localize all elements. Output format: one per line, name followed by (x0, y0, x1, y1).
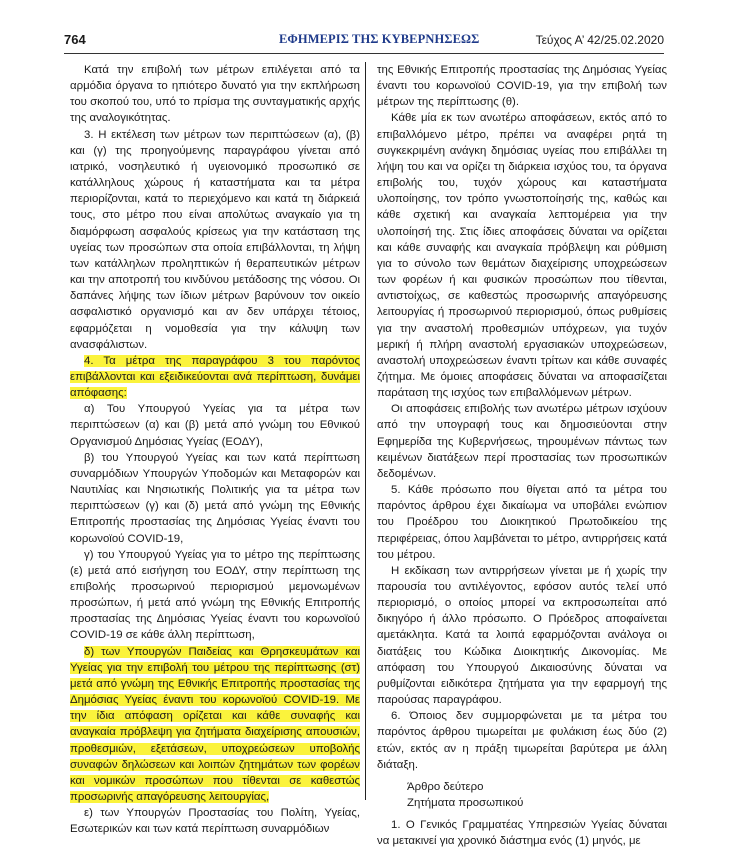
paragraph: Κατά την επιβολή των μέτρων επιλέγεται από τα αρμόδια όργανα το ηπιότερο δυνατό για την εκπλήρωση του σκοπού του, υπό το πρίσμα της συνταγματικής αρχής της αναλογικότητας. (70, 64, 360, 125)
paragraph: Η εκδίκαση των αντιρρήσεων γίνεται με ή χωρίς την παρουσία του αντιλέγοντος, εφόσον αυτός τελεί υπό περιορισμό, ο οποίος μπορεί να εκπροσωπείται από δικηγόρο ή άλλο πρόσωπο. Ο Πρόεδρος αποφαίνεται αμετάκλητα. Κατά τα λοιπά εφαρμόζονται ανάλογα οι διατάξεις του Κώδικα Διοικητικής Δικονομίας. Με απόφαση του Υπουργού Δικαιοσύνης δύναται να ρυθμίζονται ειδικότερα ζητήματα για την εφαρμογή της παρούσας παραγράφου. (377, 564, 667, 707)
paragraph: Κάθε μία εκ των ανωτέρω αποφάσεων, εκτός από το επιβαλλόμενο μέτρο, πρέπει να αναφέρει ρητά τη συγκεκριμένη ανάγκη δημόσιας υγείας που επιβάλλει τη λήψη του και να ορίζει τη διάρκεια ισχύος του, τα όργανα επιβολής του, τυχόν χώρους και καταστήματα υλοποίησης, τον τρόπο γνωστοποίησής της, καθώς και κάθε σχετική και αναγκαία λεπτομέρεια για την υλοποίησή της. Στις ίδιες αποφάσεις δύναται να ορίζεται και κάθε συναφής και αναγκαία πρόβλεψη και ρύθμιση για το σύνολο των θεμάτων διαχείρισης υποχρεώσεων των φορέων ή και φυσικών προσώπων που τίθενται, αντιστοίχως, σε καθεστώς προσωρινής απαγόρευσης λειτουργίας ή προσωρινού περιορισμού, όπως ρυθμίσεις για την αναστολή προθεσμιών υπόχρεων, για τυχόν μερική ή πλήρη αναστολή εργασιακών υποχρεώσεων, αναστολή υποχρεώσεων έναντι τρίτων και κάθε συναφές ζήτημα. Με όμοιες αποφάσεις δύναται να αποφασίζεται παράταση της ισχύος των επιβαλλόμενων μέτρων. (377, 112, 667, 400)
gazette-title: ΕΦΗΜΕΡΙΣ ΤΗΣ ΚΥΒΕΡΝΗΣΕΩΣ (279, 32, 480, 46)
paragraph: της Εθνικής Επιτροπής προστασίας της Δημόσιας Υγείας έναντι του κορωνοϊού COVID-19, για την επιβολή των μέτρων της περίπτωσης (θ). (377, 64, 667, 109)
paragraph: 3. Η εκτέλεση των μέτρων των περιπτώσεων (α), (β) και (γ) της προηγούμενης παραγράφου γίνεται από ιατρικό, νοσηλευτικό ή υγειονομικό προσωπικό σε κατάλληλους χώρους ή καταστήματα και τα μέτρα περιορίζονται, κατά το περιεχόμενο και κατά τη διάρκειά τους, στο μέτρο που είναι απολύτως αναγκαίο για τη διαμόρφωση ασφαλούς κρίσεως για την κατάσταση της υγείας των προσώπων στα οποία επιβάλλονται, τη λήψη των κατάλληλων προληπτικών ή θεραπευτικών μέτρων και την αποτροπή του κινδύνου μετάδοσης της νόσου. Οι δαπάνες λήψης των ίδιων μέτρων βαρύνουν τον οικείο ασφαλιστικό οργανισμό και αν δεν υπάρχει τέτοιος, εφαρμόζεται η νομοθεσία για την κάλυψη των ανασφάλιστων. (70, 128, 360, 351)
page-header (64, 30, 664, 52)
page-number: 764 (64, 32, 86, 47)
paragraph: ε) των Υπουργών Προστασίας του Πολίτη, Υγείας, Εσωτερικών και των κατά περίπτωση συναρμόδιων (70, 807, 360, 836)
paragraph: 6. Όποιος δεν συμμορφώνεται με τα μέτρα του παρόντος άρθρου τιμωρείται με φυλάκιση έως δύο (2) ετών, εκτός αν η πράξη τιμωρείται βαρύτερα με άλλη διάταξη. (377, 710, 667, 771)
paragraph: β) του Υπουργού Υγείας και των κατά περίπτωση συναρμόδιων Υπουργών Υποδομών και Μεταφορών και Ναυτιλίας και Νησιωτικής Πολιτικής για τα μέτρα των περιπτώσεων (γ) και (δ) μετά από γνώμη της Εθνικής Επιτροπής προστασίας της Δημόσιας Υγείας έναντι του κορωνοϊού COVID-19, (70, 451, 360, 545)
paragraph: Οι αποφάσεις επιβολής των ανωτέρω μέτρων ισχύουν από την υπογραφή τους και δημοσιεύονται στην Εφημερίδα της Κυβερνήσεως, τηρουμένων πάντως των κειμένων διατάξεων περί προστασίας των προσωπικών δεδομένων. (377, 403, 667, 480)
left-column (70, 62, 360, 838)
article-subtitle: Ζητήματα προσωπικού (407, 797, 524, 810)
paragraph-highlighted: δ) των Υπουργών Παιδείας και Θρησκευμάτων και Υγείας για την επιβολή του μέτρου της περίπτωσης (στ) μετά από γνώμη της Εθνικής Επιτροπής προστασίας της Δημόσιας Υγείας έναντι του κορωνοϊού COVID-19. Με την ίδια απόφαση ορίζεται και κάθε συναφής και αναγκαία πρόβλεψη για ζητήματα διαχείρισης απουσιών, προθεσμιών, εξετάσεων, υποχρεώσεων υποβολής συναφών δηλώσεων και λοιπών ζητημάτων των φορέων και νομικών προσώπων που τίθενται σε καθεστώς προσωρινής απαγόρευσης λειτουργίας, (70, 645, 360, 804)
column-divider (365, 62, 366, 800)
paragraph: 5. Κάθε πρόσωπο που θίγεται από τα μέτρα του παρόντος άρθρου έχει δικαίωμα να υποβάλει ενώπιον του Προέδρου του Διοικητικού Πρωτοδικείου της περιφέρειας, όπου λαμβάνεται το μέτρο, αντιρρήσεις κατά του μέτρου. (377, 484, 667, 561)
paragraph: α) Του Υπουργού Υγείας για τα μέτρα των περιπτώσεων (α) και (β) μετά από γνώμη του Εθνικού Οργανισμού Δημόσιας Υγείας (ΕΟΔΥ), (70, 403, 360, 448)
paragraph: γ) του Υπουργού Υγείας για το μέτρο της περίπτωσης (ε) μετά από εισήγηση του ΕΟΔΥ, στην περίπτωση της επιβολής προσωρινού περιορισμού μεμονωμένων προσώπων, ή μετά από γνώμη της Εθνικής Επιτροπής προστασίας της Δημόσιας Υγείας έναντι του κορωνοϊού COVID-19 σε κάθε άλλη περίπτωση, (70, 548, 360, 642)
header-rule (64, 53, 664, 54)
paragraph: 1. Ο Γενικός Γραμματέας Υπηρεσιών Υγείας δύναται να μετακινεί για χρονικό διάστημα ενός (1) μηνός, με (377, 819, 667, 848)
issue-info: Τεύχος Α’ 42/25.02.2020 (535, 33, 664, 47)
article-title: Άρθρο δεύτερο (407, 780, 484, 793)
paragraph-highlighted: 4. Τα μέτρα της παραγράφου 3 του παρόντος επιβάλλονται και εξειδικεύονται ανά περίπτωση, δυνάμει απόφασης: (70, 354, 360, 400)
right-column (377, 62, 667, 850)
